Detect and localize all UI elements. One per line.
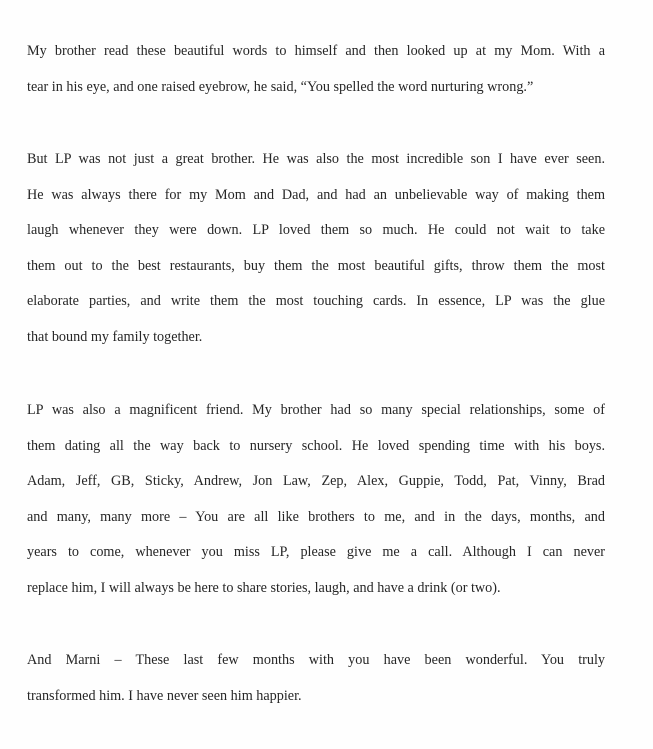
text-line: laugh whenever they were down. LP loved them so much. He could not wait to take bbox=[27, 222, 605, 239]
text-line: transformed him. I have never seen him happier. bbox=[27, 687, 302, 704]
paragraph-friend bbox=[27, 393, 605, 607]
text-line: them out to the best restaurants, buy them the most beautiful gifts, throw them the most bbox=[27, 257, 605, 274]
text-line: But LP was not just a great brother. He was also the most incredible son I have ever seen. bbox=[27, 151, 605, 167]
text-line: My brother read these beautiful words to himself and then looked up at my Mom. With a bbox=[27, 43, 605, 59]
text-line: that bound my family together. bbox=[27, 328, 203, 345]
paragraph-marni bbox=[27, 643, 605, 714]
text-line: elaborate parties, and write them the most touching cards. In essence, LP was the glue bbox=[27, 293, 605, 310]
paragraph-nurturing bbox=[27, 34, 605, 105]
text-line: Adam, Jeff, GB, Sticky, Andrew, Jon Law, Zep, Alex, Guppie, Todd, Pat, Vinny, Brad bbox=[27, 473, 605, 490]
text-line: He was always there for my Mom and Dad, and had an unbelievable way of making them bbox=[27, 186, 605, 203]
text-line: LP was also a magnificent friend. My brother had so many special relationships, some of bbox=[27, 402, 605, 418]
paragraph-son bbox=[27, 142, 605, 356]
text-line: years to come, whenever you miss LP, please give me a call. Although I can never bbox=[27, 544, 605, 561]
text-line: them dating all the way back to nursery school. He loved spending time with his boys. bbox=[27, 437, 605, 454]
text-line: and many, many more – You are all like brothers to me, and in the days, months, and bbox=[27, 508, 605, 525]
text-line: replace him, I will always be here to share stories, laugh, and have a drink (or two). bbox=[27, 579, 501, 596]
text-line: And Marni – These last few months with you have been wonderful. You truly bbox=[27, 652, 605, 668]
text-line: tear in his eye, and one raised eyebrow, he said, “You spelled the word nurturing wrong.” bbox=[27, 78, 534, 95]
